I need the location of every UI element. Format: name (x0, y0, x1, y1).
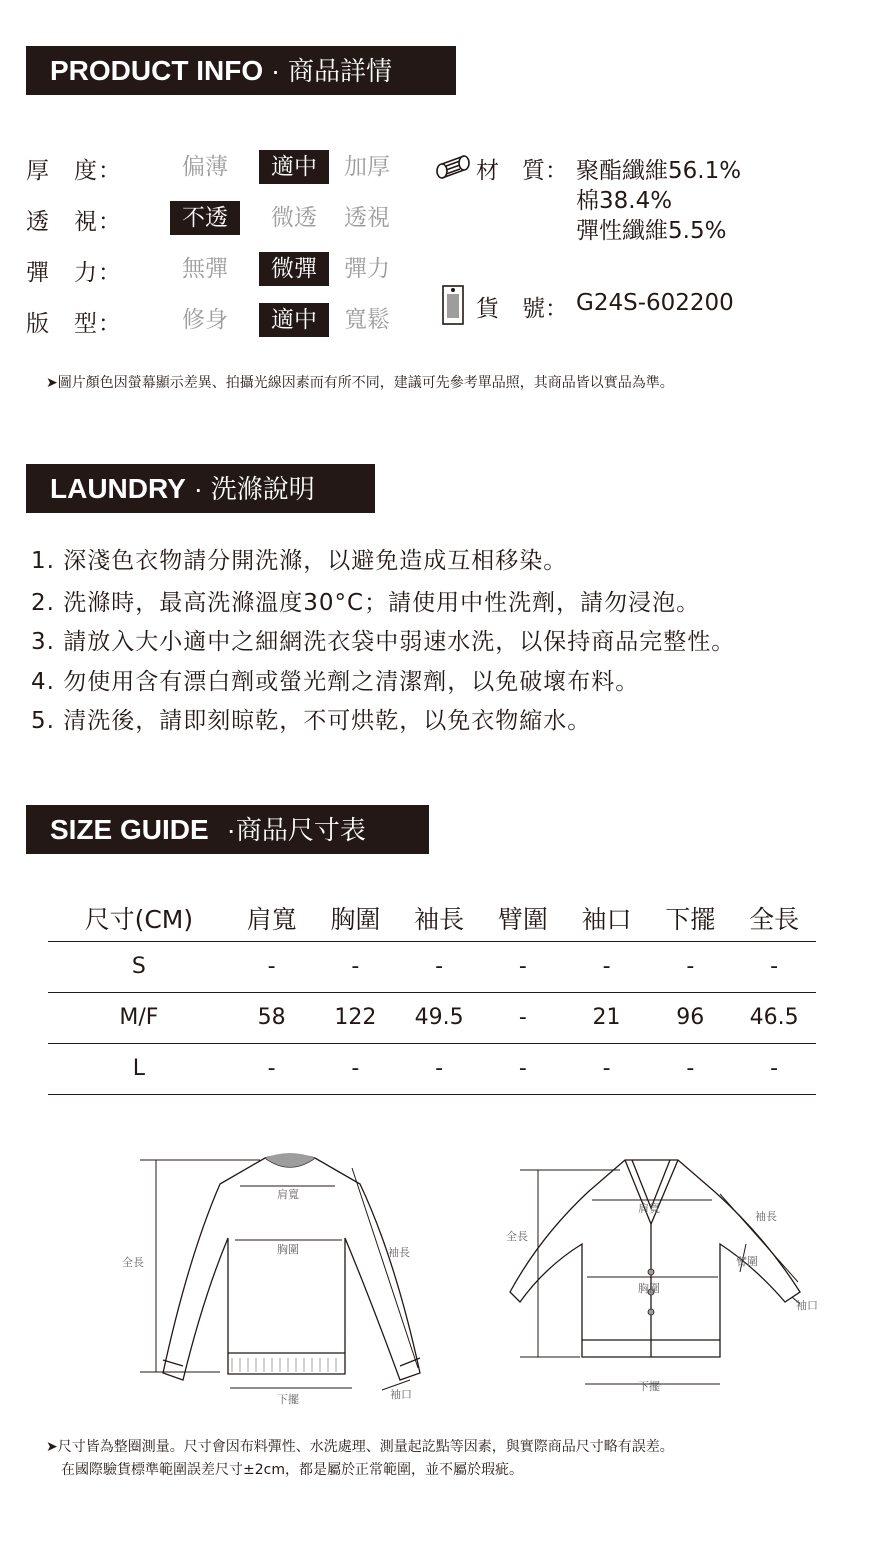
attribute-option: 修身 (182, 307, 228, 333)
attribute-option: 加厚 (344, 154, 390, 180)
heading-separator: · (218, 814, 236, 845)
laundry-item-4: 4. 勿使用含有漂白劑或螢光劑之清潔劑，以免破壞布料。 (31, 669, 640, 695)
size-value-cell: - (397, 941, 481, 992)
size-value-cell: - (481, 1043, 565, 1094)
sweater-chest-label: 胸圍 (277, 1243, 299, 1256)
sweater-cuff-label: 袖口 (390, 1388, 412, 1401)
size-label-cell: M/F (48, 992, 230, 1043)
size-label-cell: S (48, 941, 230, 992)
size-column-header: 袖長 (397, 895, 481, 941)
laundry-heading-en: LAUNDRY (50, 473, 186, 504)
attribute-option: 透視 (344, 205, 390, 231)
size-guide-heading-en: SIZE GUIDE (50, 814, 209, 845)
size-note-1: ➤尺寸皆為整圈測量。尺寸會因布料彈性、水洗處理、測量起訖點等因素，與實際商品尺寸略有誤差。 (46, 1439, 674, 1455)
material-line-3: 彈性纖維5.5% (576, 218, 727, 244)
color-disclaimer: ➤圖片顏色因螢幕顯示差異、拍攝光線因素而有所不同，建議可先參考單品照，其商品皆以實品為準。 (46, 375, 674, 391)
attribute-option: 寬鬆 (344, 307, 390, 333)
heading-separator: · (263, 55, 288, 86)
size-note-2: 在國際驗貨標準範圍誤差尺寸±2cm，都是屬於正常範圍，並不屬於瑕疵。 (61, 1462, 523, 1478)
product-info-heading-zh: 商品詳情 (288, 57, 393, 87)
attribute-option: 微透 (271, 205, 317, 231)
laundry-heading-zh: 洗滌說明 (210, 475, 315, 505)
size-table-header (48, 895, 816, 941)
attribute-option: 偏薄 (182, 154, 228, 180)
size-value-cell: - (648, 1043, 732, 1094)
heading-separator: · (185, 473, 211, 504)
size-label-cell: L (48, 1043, 230, 1094)
sweater-shoulder-label: 肩寬 (277, 1188, 299, 1201)
table-row (48, 992, 816, 1043)
attribute-label: 版 型： (26, 311, 122, 337)
tag-icon (441, 284, 467, 328)
laundry-item-5: 5. 清洗後，請即刻晾乾，不可烘乾，以免衣物縮水。 (31, 708, 592, 734)
cardigan-cuff-label: 袖口 (796, 1299, 818, 1312)
size-guide-heading-zh: 商品尺寸表 (235, 816, 366, 846)
cardigan-sleeve-label: 袖長 (755, 1210, 777, 1223)
size-value-cell: - (565, 1043, 649, 1094)
attribute-label: 厚 度： (26, 158, 122, 184)
sweater-diagram (120, 1148, 440, 1410)
size-value-cell: - (481, 992, 565, 1043)
size-value-cell: - (397, 1043, 481, 1094)
size-guide-heading (26, 805, 429, 854)
size-column-header: 全長 (732, 895, 816, 941)
size-value-cell: - (732, 941, 816, 992)
item-no-value: G24S-602200 (576, 290, 734, 316)
table-row (48, 1043, 816, 1094)
attribute-option-selected: 微彈 (259, 252, 329, 286)
size-value-cell: 122 (313, 992, 397, 1043)
attribute-label: 透 視： (26, 209, 122, 235)
size-value-cell: - (481, 941, 565, 992)
cardigan-arm-label: 臂圍 (736, 1255, 758, 1268)
table-row (48, 941, 816, 992)
cardigan-shoulder-label: 肩寬 (638, 1202, 660, 1215)
cardigan-diagram (500, 1152, 825, 1402)
attribute-option-selected: 適中 (259, 150, 329, 184)
size-column-header: 臂圍 (481, 895, 565, 941)
product-info-heading-en: PRODUCT INFO (50, 55, 264, 86)
size-value-cell: 46.5 (732, 992, 816, 1043)
size-column-header: 尺寸(CM) (48, 895, 230, 941)
thread-spool-icon (434, 155, 474, 181)
cardigan-length-label: 全長 (506, 1230, 528, 1243)
sweater-hem-label: 下擺 (277, 1393, 299, 1406)
laundry-item-2: 2. 洗滌時，最高洗滌溫度30°C；請使用中性洗劑，請勿浸泡。 (31, 590, 701, 616)
size-value-cell: - (230, 1043, 314, 1094)
size-column-header: 下擺 (648, 895, 732, 941)
size-value-cell: 96 (648, 992, 732, 1043)
attribute-option-selected: 適中 (259, 303, 329, 337)
product-info-heading (26, 46, 456, 95)
material-label: 材 質： (476, 158, 568, 184)
item-no-label: 貨 號： (476, 296, 568, 322)
laundry-heading (26, 464, 375, 513)
size-value-cell: - (732, 1043, 816, 1094)
size-column-header: 袖口 (565, 895, 649, 941)
size-column-header: 胸圍 (313, 895, 397, 941)
sweater-length-label: 全長 (122, 1256, 144, 1269)
material-line-2: 棉38.4% (576, 188, 673, 214)
laundry-item-3: 3. 請放入大小適中之細網洗衣袋中弱速水洗，以保持商品完整性。 (31, 629, 736, 655)
size-value-cell: 58 (230, 992, 314, 1043)
size-value-cell: - (230, 941, 314, 992)
size-value-cell: - (313, 941, 397, 992)
size-table (48, 895, 816, 1095)
sweater-sleeve-label: 袖長 (388, 1246, 410, 1259)
size-value-cell: - (648, 941, 732, 992)
size-value-cell: - (565, 941, 649, 992)
cardigan-hem-label: 下擺 (638, 1380, 660, 1393)
attribute-option: 彈力 (344, 256, 390, 282)
attribute-option: 無彈 (182, 256, 228, 282)
size-value-cell: 21 (565, 992, 649, 1043)
size-value-cell: 49.5 (397, 992, 481, 1043)
size-column-header: 肩寬 (230, 895, 314, 941)
laundry-item-1: 1. 深淺色衣物請分開洗滌，以避免造成互相移染。 (31, 548, 568, 574)
size-value-cell: - (313, 1043, 397, 1094)
cardigan-chest-label: 胸圍 (638, 1282, 660, 1295)
attribute-option-selected: 不透 (170, 201, 240, 235)
attribute-label: 彈 力： (26, 260, 122, 286)
material-line-1: 聚酯纖維56.1% (576, 158, 742, 184)
